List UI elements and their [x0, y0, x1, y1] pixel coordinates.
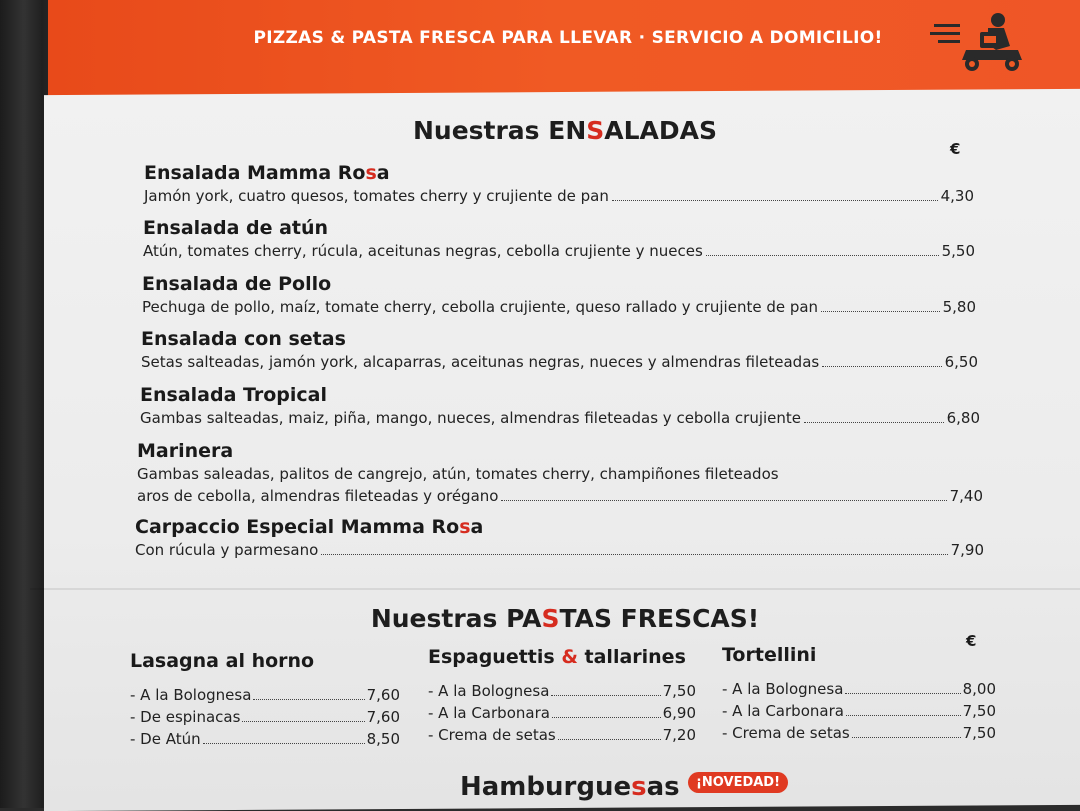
salad-item [137, 439, 983, 507]
new-badge: ¡NOVEDAD! [688, 772, 788, 793]
pasta-column-lasagna [130, 650, 400, 750]
salad-item [142, 272, 976, 318]
pasta-row: - Crema de setas 7,50 [722, 724, 996, 742]
salad-item [140, 383, 980, 429]
salad-item [144, 161, 974, 207]
pasta-column-title: Espaguettis & tallarines [428, 646, 686, 668]
pasta-column-espaguettis [428, 646, 696, 746]
pasta-row: - Crema de setas 7,20 [428, 726, 696, 744]
pasta-row: - A la Bolognesa 7,50 [428, 682, 696, 700]
salad-item [135, 515, 984, 561]
pasta-row: - A la Bolognesa 7,60 [130, 686, 400, 704]
salad-description: Con rúcula y parmesano [135, 541, 319, 559]
salad-price: 5,80 [942, 298, 976, 316]
salad-price: 6,80 [946, 409, 980, 427]
salad-name: Ensalada Mamma Rosa [144, 162, 390, 184]
salad-price: 4,30 [940, 187, 974, 205]
pastas-title: Nuestras PASTAS FRESCAS! [370, 604, 760, 633]
pasta-row: - De Atún 8,50 [130, 730, 400, 748]
salad-price: 6,50 [944, 353, 978, 371]
burgers-title: Hamburguesas [460, 772, 680, 802]
header-band [48, 0, 1080, 98]
salad-description: Gambas salteadas, maiz, piña, mango, nueces, almendras fileteadas y cebolla crujiente [140, 409, 802, 427]
pasta-row: - A la Carbonara 6,90 [428, 704, 696, 722]
salad-price: 7,90 [950, 541, 984, 559]
salad-item [141, 327, 978, 373]
salad-name: Marinera [137, 440, 234, 462]
salad-price: 7,40 [949, 487, 983, 505]
salads-title: Nuestras ENSALADAS [412, 116, 718, 145]
pasta-column-title: Lasagna al horno [130, 650, 315, 672]
pasta-column-tortellini [722, 644, 996, 744]
delivery-scooter-icon [926, 6, 1026, 74]
salad-name: Ensalada de Pollo [142, 273, 332, 295]
salads-currency: € [950, 140, 961, 158]
salad-name: Carpaccio Especial Mamma Rosa [135, 516, 484, 538]
salad-price: 5,50 [941, 242, 975, 260]
salad-name: Ensalada Tropical [140, 384, 328, 406]
salad-description: Pechuga de pollo, maíz, tomate cherry, cebolla crujiente, queso rallado y crujiente de pan [142, 298, 819, 316]
pasta-row: - A la Bolognesa 8,00 [722, 680, 996, 698]
salad-name: Ensalada de atún [143, 217, 329, 239]
salad-description: aros de cebolla, almendras fileteadas y orégano [137, 487, 499, 505]
pastas-currency: € [966, 632, 977, 650]
pasta-column-title: Tortellini [722, 644, 817, 666]
salad-description: Atún, tomates cherry, rúcula, aceitunas negras, cebolla crujiente y nueces [143, 242, 703, 260]
pasta-row: - A la Carbonara 7,50 [722, 702, 996, 720]
paper-fold [30, 588, 1080, 590]
header-tagline: PIZZAS & PASTA FRESCA PARA LLEVAR · SERVICIO A DOMICILIO! [253, 28, 883, 48]
pasta-row: - De espinacas 7,60 [130, 708, 400, 726]
salad-description: Setas salteadas, jamón york, alcaparras, aceitunas negras, nueces y almendras fileteadas [141, 353, 820, 371]
salad-description: Jamón york, cuatro quesos, tomates cherry y crujiente de pan [144, 187, 609, 205]
salad-item [143, 216, 975, 262]
salad-description-line1: Gambas saleadas, palitos de cangrejo, atún, tomates cherry, champiñones fileteados [137, 465, 779, 483]
salad-name: Ensalada con setas [141, 328, 346, 350]
